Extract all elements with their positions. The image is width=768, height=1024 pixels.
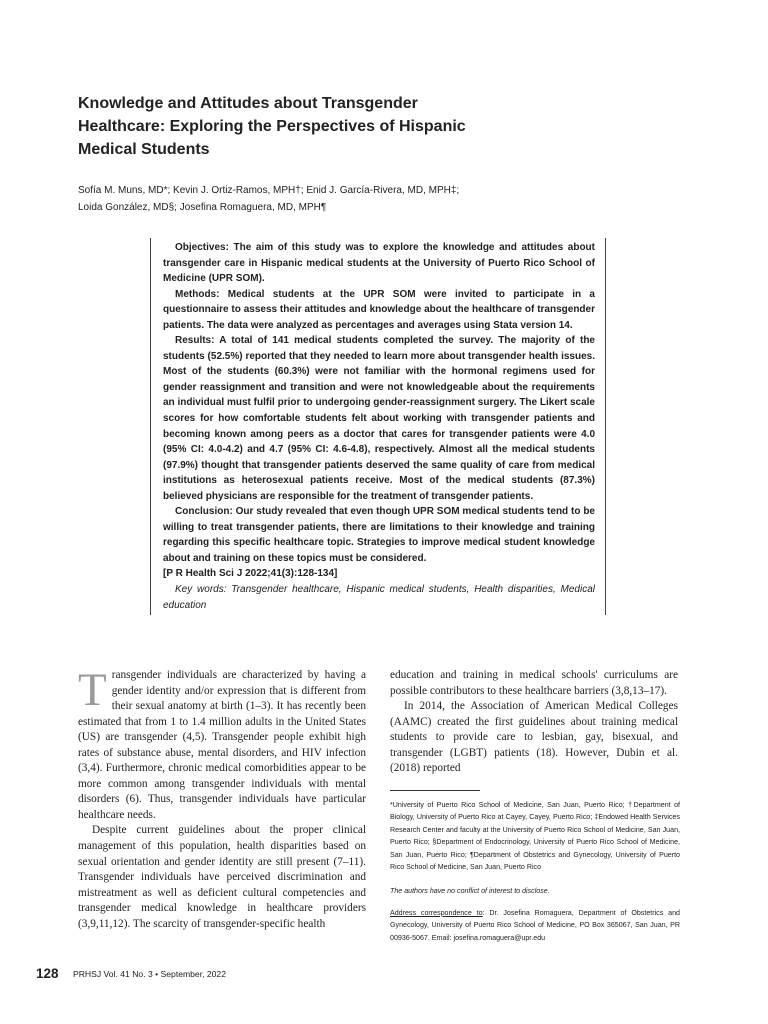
abstract-objectives: Objectives: The aim of this study was to explore the knowledge and attitudes about transgender care in Hispanic medical students at the University of Puerto Rico School of Medicine (UPR SOM). xyxy=(163,242,595,285)
author-line-2: Loida González, MD§; Josefina Romaguera, MD, MPH¶ xyxy=(78,202,327,213)
page-footer xyxy=(36,965,226,985)
footnote-divider xyxy=(390,790,480,791)
abstract-results: Results: A total of 141 medical students completed the survey. The majority of the students (52.5%) reported that they needed to learn more about transgender health issues. Most of the students (60.3%) were not familiar with the hormonal regimens used for gender reassignment and transition and were not knowledgeable about the requirements an individual must fulfil prior to undergoing gender-reassignment surgery. The Likert scale scores for how comfortable students felt about working with transgender patients and becoming known among peers as a doctor that cares for transgender patients were 4.0 (95% CI: 4.0-4.2) and 4.7 (95% CI: 4.6-4.8), respectively. Almost all the medical students (97.9%) thought that transgender patients deserved the same quality of care from medical institutions as heterosexual patients receive. Most of the medical students (87.3%) believed physicians are responsible for the treatment of transgender patients. xyxy=(163,335,595,502)
footnotes xyxy=(390,799,680,944)
page-number: 128 xyxy=(36,966,59,982)
abstract-conclusion-text: Conclusion: Our study revealed that even though UPR SOM medical students tend to be willing to treat transgender patients, there are limitations to their knowledge and training regarding this specific healthcare topic. Strategies to improve medical student knowledge about and training on these topics must be considered. xyxy=(163,506,595,564)
journal-info: PRHSJ Vol. 41 No. 3 • September, 2022 xyxy=(72,968,226,979)
body-column-left xyxy=(78,664,366,932)
footnote-correspondence xyxy=(390,907,680,944)
body-paragraph-2: Despite current guidelines about the proper clinical management of this population, health disparities based on sexual orientation and gender identity are still present (7–11). Transgender individuals have perceived discrimination and mistreatment as well as deficient cultural competencies and transgender medical knowledge in healthcare providers (3,9,11,12). The scarcity of transgender-specific health xyxy=(78,824,366,930)
article-title-line-1: Knowledge and Attitudes about Transgender xyxy=(78,95,418,112)
abstract-conclusion xyxy=(163,504,595,582)
body-paragraph-4: In 2014, the Association of American Medical Colleges (AAMC) created the first guidelines about training medical students to provide care to lesbian, gay, bisexual, and transgender (LGBT) patients (18). However, Dubin et al. (2018) reported xyxy=(390,700,678,775)
body-column-right xyxy=(390,668,678,777)
body-paragraph-3: education and training in medical schools' curriculums are possible contributors to these healthcare barriers (3,8,13–17). xyxy=(390,669,678,697)
body-paragraph-1 xyxy=(78,664,366,823)
abstract-citation: [P R Health Sci J 2022;41(3):128-134] xyxy=(163,568,338,580)
article-title xyxy=(78,92,498,161)
correspondence-text: : Dr. Josefina Romaguera, Department of Obstetrics and Gynecology, University of Puerto Rico School of Medicine, PO Box 365067, San Juan, PR 00936-5067. Email: josefina.romaguera@upr.edu xyxy=(390,908,680,942)
abstract-methods: Methods: Medical students at the UPR SOM were invited to participate in a questionnaire to assess their attitudes and knowledge about the healthcare of transgender patients. The data were analyzed as percentages and averages using Stata version 14. xyxy=(163,288,595,331)
footnote-conflict-of-interest: The authors have no conflict of interest to disclose. xyxy=(390,887,550,896)
abstract-keywords: Key words: Transgender healthcare, Hispanic medical students, Health disparities, Medical education xyxy=(163,584,595,611)
body-paragraph-1-text: ransgender individuals are characterized by having a gender identity and/or expression that is different from their sexual anatomy at birth (1–3). It has recently been estimated that from 1 to 1.4 million adults in the United States (US) are transgender (4,5). Transgender people exhibit high rates of substance abuse, mental disorders, and HIV infection (3,4). Furthermore, chronic medical comorbidities appear to be more common among transgender individuals with mental disorders (6). Thus, transgender individuals have particular healthcare needs. xyxy=(78,669,366,821)
author-line-1: Sofía M. Muns, MD*; Kevin J. Ortiz-Ramos, MPH†; Enid J. García-Rivera, MD, MPH‡; xyxy=(78,185,460,196)
abstract-box xyxy=(150,238,606,615)
author-list xyxy=(78,182,538,216)
correspondence-label: Address correspondence to xyxy=(390,908,483,917)
article-title-line-2: Healthcare: Exploring the Perspectives of Hispanic xyxy=(78,118,466,135)
drop-cap: T xyxy=(78,664,107,716)
article-title-line-3: Medical Students xyxy=(78,141,210,158)
footnote-affiliations: *University of Puerto Rico School of Medicine, San Juan, Puerto Rico; †Department of Biology, University of Puerto Rico at Cayey, Cayey, Puerto Rico; ‡Endowed Health Services Research Center and faculty at the University of Puerto Rico School of Medicine, San Juan, Puerto Rico; §Department of Endocrinology, University of Puerto Rico School of Medicine, San Juan, Puerto Rico; ¶Department of Obstetrics and Gynecology, University of Puerto Rico School of Medicine, San Juan, Puerto Rico xyxy=(390,801,680,872)
